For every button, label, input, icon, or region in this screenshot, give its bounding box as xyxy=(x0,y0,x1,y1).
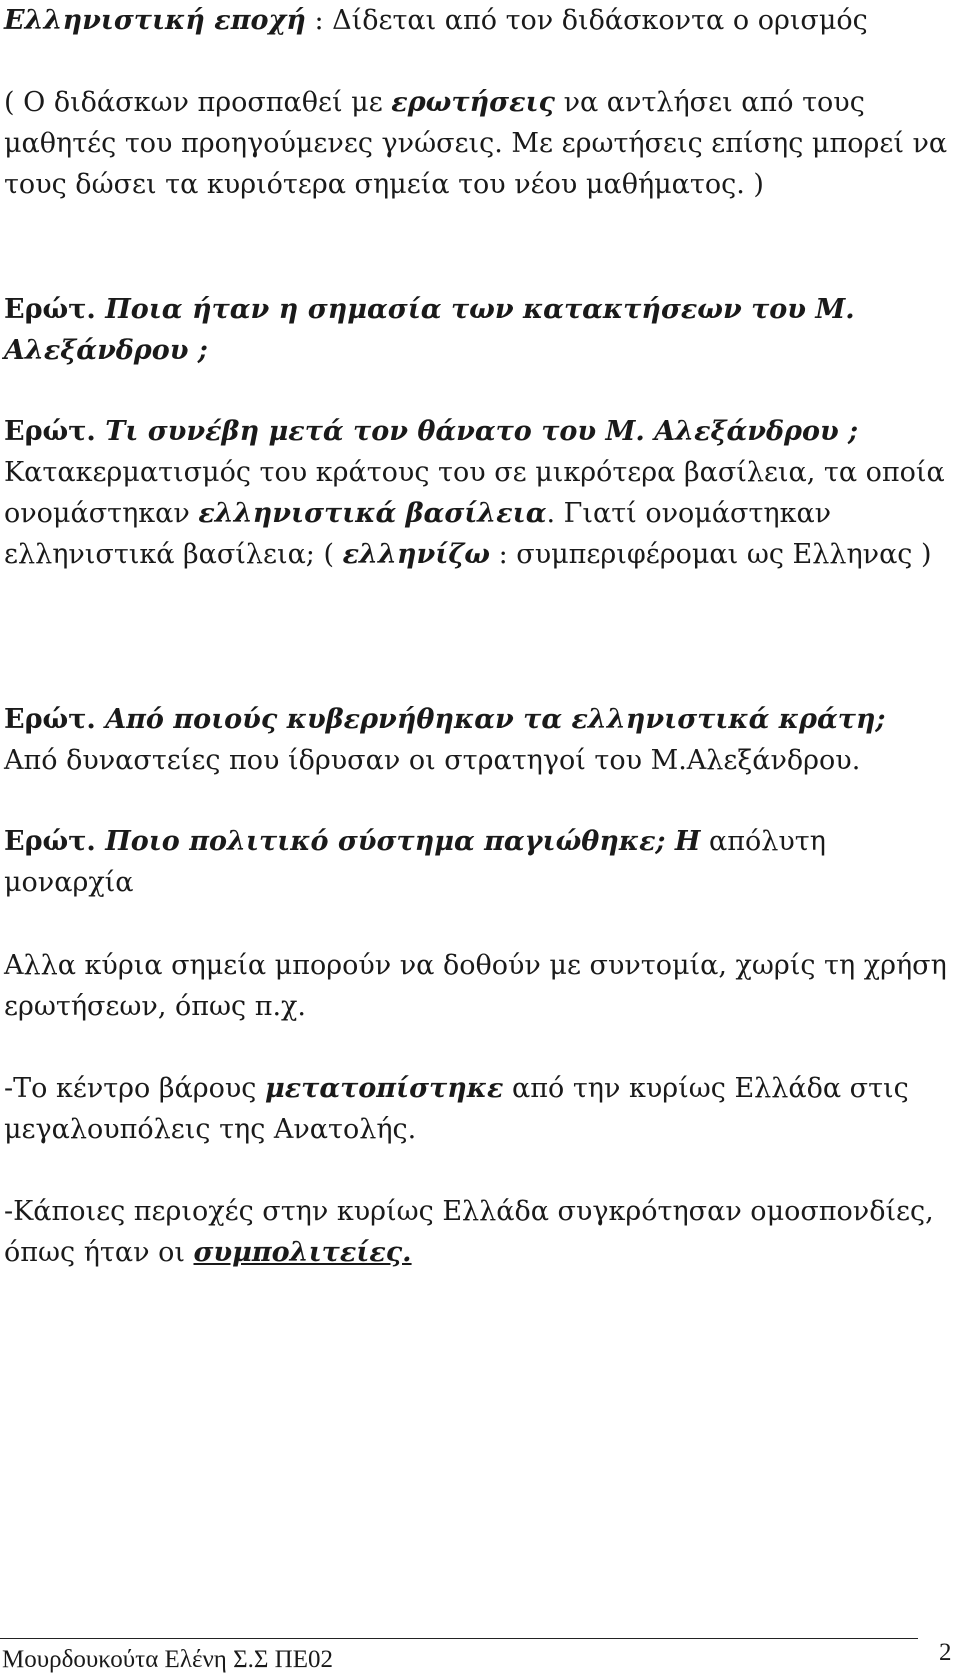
question-3-line xyxy=(4,699,886,740)
question-text: Από ποιούς κυβερνήθηκαν τα ελληνιστικά κράτη; xyxy=(95,704,886,735)
term-shifted: μετατοπίστηκε xyxy=(264,1073,504,1104)
other-points-note: Αλλα κύρια σημεία μπορούν να δοθούν με συντομία, χωρίς τη χρήση ερωτήσεων, όπως π.χ. xyxy=(4,950,947,1022)
answer-text-end: : συμπεριφέρομαι ως Ελληνας ) xyxy=(490,539,932,570)
term-hellenistic-era: Ελληνιστική εποχή xyxy=(4,5,306,36)
answer-3: Από δυναστείες που ίδρυσαν οι στρατηγοί του Μ.Αλεξάνδρου. xyxy=(4,745,861,776)
point-text: -Κάποιες περιοχές στην κυρίως Ελλάδα συγκρότησαν ομοσπονδίες, όπως ήταν οι xyxy=(4,1196,934,1268)
answer-text: Κατακερματισμός του κράτους του σε μικρότερα βασίλεια, τα οποία ονομάστηκαν xyxy=(4,457,945,529)
teacher-note xyxy=(4,82,954,205)
question-text: Τι συνέβη μετά τον θάνατο του Μ. Αλεξάνδρου ; xyxy=(95,416,859,447)
question-1 xyxy=(4,289,954,371)
term-hellenizo: ελληνίζω xyxy=(342,539,491,570)
teacher-note-text-end: να αντλήσει από τους μαθητές του προηγούμενες γνώσεις. Με ερωτήσεις επίσης μπορεί να τους δώσει τα κυριότερα σημεία του νέου μαθήματος. ) xyxy=(4,87,948,200)
question-2 xyxy=(4,411,954,575)
point-federations xyxy=(4,1191,954,1273)
question-3 xyxy=(4,699,886,781)
answer-4-bold: Η xyxy=(665,826,701,857)
teacher-note-text: ( Ο διδάσκων προσπαθεί με xyxy=(4,87,392,118)
term-sympoliteies: συμπολιτείες. xyxy=(193,1237,412,1268)
intro-definition xyxy=(4,0,868,41)
answer-text-mid: . Γιατί ονομάστηκαν ελληνιστικά βασίλεια; ( xyxy=(4,498,832,570)
term-questions: ερωτήσεις xyxy=(391,87,555,118)
question-prefix: Ερώτ. xyxy=(4,294,96,325)
question-prefix: Ερώτ. xyxy=(4,826,96,857)
point-center-of-gravity xyxy=(4,1068,954,1150)
footer-author: Μουρδουκούτα Ελένη Σ.Σ ΠΕ02 xyxy=(2,1646,334,1673)
answer-2 xyxy=(4,452,954,575)
intro-text: : Δίδεται από τον διδάσκοντα ο ορισμός xyxy=(305,5,868,36)
question-prefix: Ερώτ. xyxy=(4,704,96,735)
term-hellenistic-kingdoms: ελληνιστικά βασίλεια xyxy=(198,498,547,529)
question-text: Ποιο πολιτικό σύστημα παγιώθηκε; xyxy=(95,826,666,857)
question-prefix: Ερώτ. xyxy=(4,416,96,447)
footer-divider xyxy=(0,1638,918,1639)
question-2-line xyxy=(4,411,954,452)
point-text: -Το κέντρο βάρους xyxy=(4,1073,265,1104)
question-4 xyxy=(4,821,954,903)
point-text-end: από την κυρίως Ελλάδα στις μεγαλουπόλεις της Ανατολής. xyxy=(4,1073,909,1145)
question-text: Ποια ήταν η σημασία των κατακτήσεων του Μ. Αλεξάνδρου ; xyxy=(4,294,855,366)
answer-4: απόλυτη μοναρχία xyxy=(4,826,826,898)
page-number: 2 xyxy=(939,1639,952,1666)
